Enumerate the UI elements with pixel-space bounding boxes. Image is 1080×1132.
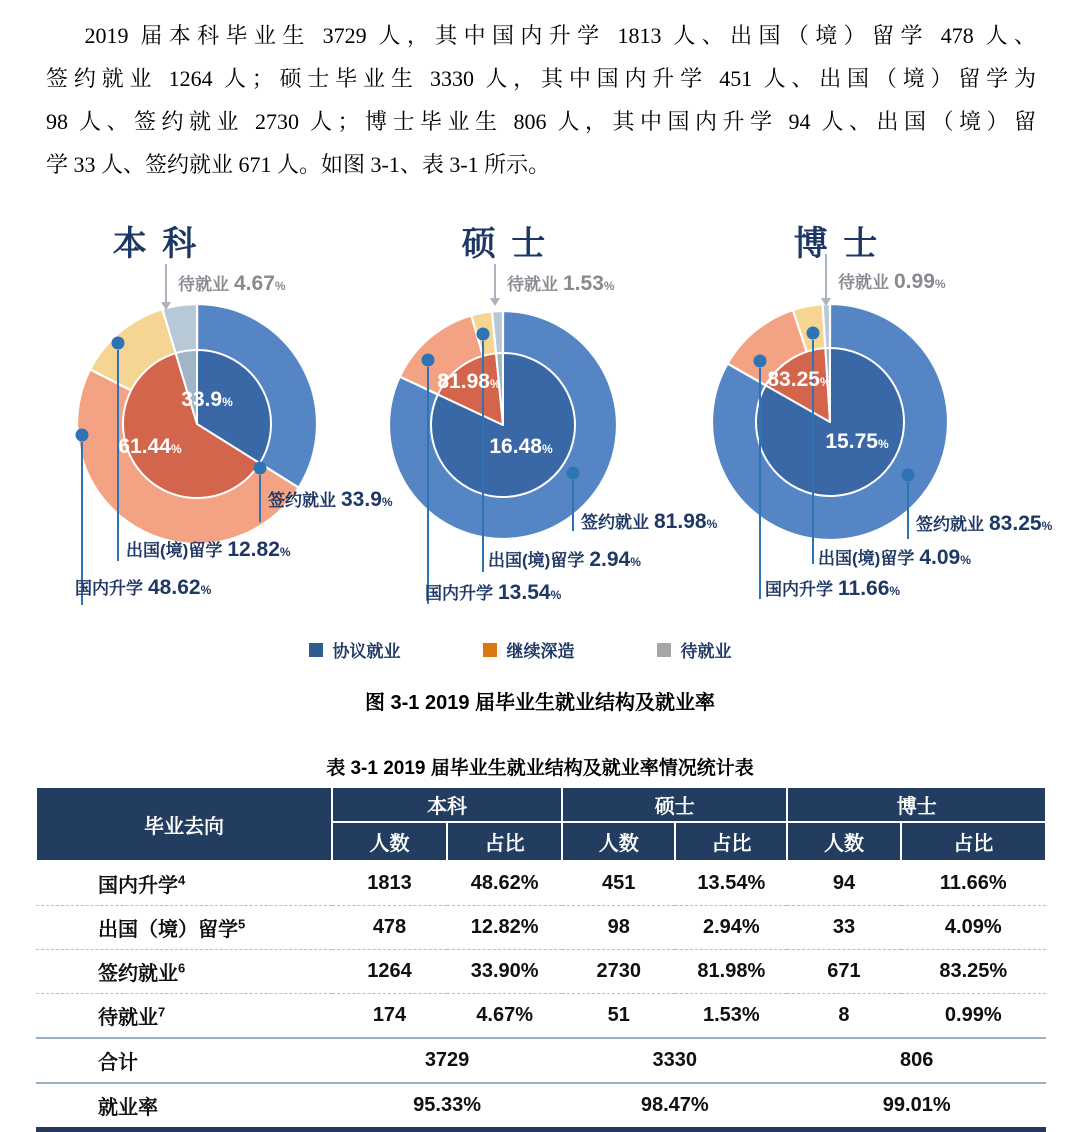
intro-line: 98 人、签约就业 2730 人；博士毕业生 806 人，其中国内升学 94 人、出国（境）留 bbox=[46, 109, 1036, 134]
percent-sign: % bbox=[1041, 519, 1053, 533]
callout-contract-employment bbox=[581, 508, 717, 534]
row-label-text: 待就业 bbox=[98, 1007, 158, 1029]
row-label-text: 出国（境）留学 bbox=[98, 919, 238, 941]
figure-caption: 图 3-1 2019 届毕业生就业结构及就业率 bbox=[364, 692, 716, 714]
sub-header-count: 人数 bbox=[562, 822, 675, 861]
callout-value: 4.67 bbox=[234, 272, 275, 295]
callout-value: 48.62 bbox=[148, 576, 201, 599]
chart-legend bbox=[0, 637, 1060, 662]
group-header-doctor: 博士 bbox=[787, 787, 1046, 822]
leader-dot bbox=[112, 337, 125, 350]
inner-value: 83.25 bbox=[767, 368, 820, 391]
row-label-domestic-study bbox=[36, 861, 332, 906]
callout-label: 签约就业 bbox=[581, 513, 649, 532]
table-cell: 98 bbox=[562, 906, 675, 950]
legend-item-pending-employment bbox=[657, 637, 732, 662]
percent-sign: % bbox=[541, 442, 553, 456]
intro-line: 2019 届本科毕业生 3729 人，其中国内升学 1813 人、出国（境）留学 478 人、 bbox=[84, 23, 1036, 48]
percent-sign: % bbox=[200, 583, 212, 597]
callout-label: 出国(境)留学 bbox=[488, 551, 585, 570]
row-label-study-abroad bbox=[36, 906, 332, 950]
table-cell: 81.98% bbox=[675, 950, 787, 994]
row-label-pending-employment bbox=[36, 994, 332, 1039]
footnote-ref: 6 bbox=[178, 960, 186, 976]
sub-header-ratio: 占比 bbox=[901, 822, 1046, 861]
percent-sign: % bbox=[274, 279, 286, 293]
callout-value: 4.09 bbox=[919, 546, 961, 569]
table-cell: 671 bbox=[787, 950, 900, 994]
sub-header-count: 人数 bbox=[332, 822, 447, 861]
table-cell: 174 bbox=[332, 994, 447, 1039]
percent-sign: % bbox=[934, 277, 946, 291]
table-cell: 478 bbox=[332, 906, 447, 950]
percent-sign: % bbox=[279, 545, 291, 559]
inner-value: 81.98 bbox=[437, 370, 490, 393]
legend-item-agreement-employment bbox=[309, 637, 401, 662]
inner-value-further-study bbox=[118, 435, 181, 459]
table-cell: 4.67% bbox=[447, 994, 562, 1039]
table-cell: 2730 bbox=[562, 950, 675, 994]
percent-sign: % bbox=[550, 588, 562, 602]
callout-label: 出国(境)留学 bbox=[818, 549, 915, 568]
callout-contract-employment bbox=[916, 510, 1052, 536]
percent-sign: % bbox=[489, 377, 501, 391]
callout-value: 0.99 bbox=[894, 270, 935, 293]
callout-label: 国内升学 bbox=[425, 584, 493, 603]
intro-paragraph bbox=[0, 0, 1080, 186]
table-row-employment-rate bbox=[36, 1083, 1046, 1130]
inner-value-agreement-employment bbox=[181, 388, 233, 412]
callout-value: 11.66 bbox=[838, 577, 890, 600]
corner-header: 毕业去向 bbox=[36, 787, 332, 861]
callout-label: 待就业 bbox=[507, 275, 558, 294]
inner-value: 16.48 bbox=[489, 435, 542, 458]
inner-value-further-study bbox=[489, 435, 552, 459]
table-cell: 2.94% bbox=[675, 906, 787, 950]
table-cell: 0.99% bbox=[901, 994, 1046, 1039]
group-header-master: 硕士 bbox=[562, 787, 787, 822]
table-cell: 12.82% bbox=[447, 906, 562, 950]
intro-line: 签约就业 1264 人；硕士毕业生 3330 人，其中国内升学 451 人、出国（境）留学为 bbox=[46, 66, 1036, 91]
row-label-text: 国内升学 bbox=[98, 875, 178, 897]
figure-3-1-charts bbox=[0, 210, 1080, 635]
sub-header-ratio: 占比 bbox=[447, 822, 562, 861]
callout-domestic-study bbox=[425, 579, 561, 605]
table-cell-rate: 99.01% bbox=[787, 1083, 1046, 1130]
row-label-text: 签约就业 bbox=[98, 963, 178, 985]
table-cell-rate: 95.33% bbox=[332, 1083, 562, 1130]
legend-swatch-gray-icon bbox=[657, 643, 671, 657]
table-cell: 4.09% bbox=[901, 906, 1046, 950]
table-cell: 94 bbox=[787, 861, 900, 906]
callout-label: 签约就业 bbox=[268, 491, 336, 510]
percent-sign: % bbox=[381, 495, 393, 509]
callout-value: 33.9 bbox=[341, 488, 382, 511]
inner-value-agreement-employment bbox=[437, 370, 500, 394]
table-cell: 83.25% bbox=[901, 950, 1046, 994]
table-row-total bbox=[36, 1038, 1046, 1083]
callout-label: 国内升学 bbox=[75, 579, 143, 598]
inner-value: 61.44 bbox=[118, 435, 171, 458]
inner-value: 33.9 bbox=[181, 388, 223, 411]
callout-study-abroad bbox=[488, 546, 641, 572]
table-cell: 33.90% bbox=[447, 950, 562, 994]
leader-dot bbox=[754, 355, 767, 368]
table-cell: 451 bbox=[562, 861, 675, 906]
callout-pending-employment bbox=[838, 268, 946, 294]
row-label-contract-employment bbox=[36, 950, 332, 994]
footnote-ref: 4 bbox=[178, 872, 186, 888]
leader-dot bbox=[422, 354, 435, 367]
table-caption: 表 3-1 2019 届毕业生就业结构及就业率情况统计表 bbox=[326, 758, 754, 779]
down-arrow-icon bbox=[490, 298, 500, 306]
callout-pending-employment bbox=[178, 270, 286, 296]
chart-title: 本 科 bbox=[112, 225, 200, 263]
percent-sign: % bbox=[630, 555, 641, 569]
group-header-bachelor: 本科 bbox=[332, 787, 562, 822]
table-cell: 1264 bbox=[332, 950, 447, 994]
footnote-ref: 5 bbox=[238, 916, 246, 932]
table-cell: 1813 bbox=[332, 861, 447, 906]
legend-label: 待就业 bbox=[680, 642, 732, 661]
table-cell-total: 3729 bbox=[332, 1038, 562, 1083]
chart-title: 硕 士 bbox=[461, 225, 549, 263]
callout-label: 待就业 bbox=[838, 273, 889, 292]
table-cell: 1.53% bbox=[675, 994, 787, 1039]
stats-table bbox=[35, 786, 1047, 1132]
inner-value-agreement-employment bbox=[767, 368, 830, 392]
percent-sign: % bbox=[222, 395, 233, 409]
percent-sign: % bbox=[889, 584, 901, 598]
callout-domestic-study bbox=[765, 575, 900, 601]
callout-label: 签约就业 bbox=[916, 515, 984, 534]
percent-sign: % bbox=[960, 553, 971, 567]
legend-swatch-blue-icon bbox=[309, 643, 323, 657]
table-cell: 48.62% bbox=[447, 861, 562, 906]
sub-header-ratio: 占比 bbox=[675, 822, 787, 861]
legend-swatch-orange-icon bbox=[483, 643, 497, 657]
percent-sign: % bbox=[603, 279, 615, 293]
callout-label: 国内升学 bbox=[765, 580, 833, 599]
table-cell-total: 806 bbox=[787, 1038, 1046, 1083]
chart-master bbox=[372, 210, 718, 635]
leader-dot bbox=[567, 467, 580, 480]
callout-value: 12.82 bbox=[227, 538, 280, 561]
table-cell-total: 3330 bbox=[562, 1038, 787, 1083]
callout-label: 待就业 bbox=[178, 275, 229, 294]
callout-study-abroad bbox=[126, 536, 291, 562]
table-row-pending-employment bbox=[36, 994, 1046, 1039]
callout-label: 出国(境)留学 bbox=[126, 541, 223, 560]
legend-item-further-study bbox=[483, 637, 575, 662]
leader-dot bbox=[477, 328, 490, 341]
table-cell: 8 bbox=[787, 994, 900, 1039]
leader-dot bbox=[76, 429, 89, 442]
callout-value: 1.53 bbox=[563, 272, 604, 295]
table-cell: 33 bbox=[787, 906, 900, 950]
sub-header-count: 人数 bbox=[787, 822, 900, 861]
inner-value-further-study bbox=[825, 430, 888, 454]
row-label-total: 合计 bbox=[36, 1038, 332, 1083]
leader-dot bbox=[254, 462, 267, 475]
table-cell: 51 bbox=[562, 994, 675, 1039]
callout-study-abroad bbox=[818, 544, 971, 570]
legend-label: 继续深造 bbox=[506, 642, 575, 661]
callout-value: 2.94 bbox=[589, 548, 631, 571]
inner-value: 15.75 bbox=[825, 430, 878, 453]
callout-value: 83.25 bbox=[989, 512, 1042, 535]
table-header-group-row bbox=[36, 787, 1046, 822]
legend-label: 协议就业 bbox=[332, 642, 401, 661]
callout-value: 81.98 bbox=[654, 510, 707, 533]
chart-bachelor bbox=[20, 210, 393, 635]
leader-dot bbox=[807, 327, 820, 340]
table-row-domestic-study bbox=[36, 861, 1046, 906]
footnote-ref: 7 bbox=[158, 1004, 166, 1020]
row-label-employment-rate: 就业率 bbox=[36, 1083, 332, 1130]
percent-sign: % bbox=[877, 437, 889, 451]
leader-dot bbox=[902, 469, 915, 482]
table-row-contract-employment bbox=[36, 950, 1046, 994]
table-cell: 11.66% bbox=[901, 861, 1046, 906]
chart-title: 博 士 bbox=[793, 225, 881, 263]
percent-sign: % bbox=[706, 517, 718, 531]
percent-sign: % bbox=[819, 375, 831, 389]
table-row-study-abroad bbox=[36, 906, 1046, 950]
table-cell-rate: 98.47% bbox=[562, 1083, 787, 1130]
callout-pending-employment bbox=[507, 270, 615, 296]
callout-domestic-study bbox=[75, 574, 211, 600]
chart-doctor bbox=[705, 210, 1080, 635]
intro-line: 学 33 人、签约就业 671 人。如图 3-1、表 3-1 所示。 bbox=[46, 152, 551, 177]
callout-value: 13.54 bbox=[498, 581, 551, 604]
table-cell: 13.54% bbox=[675, 861, 787, 906]
percent-sign: % bbox=[170, 442, 182, 456]
